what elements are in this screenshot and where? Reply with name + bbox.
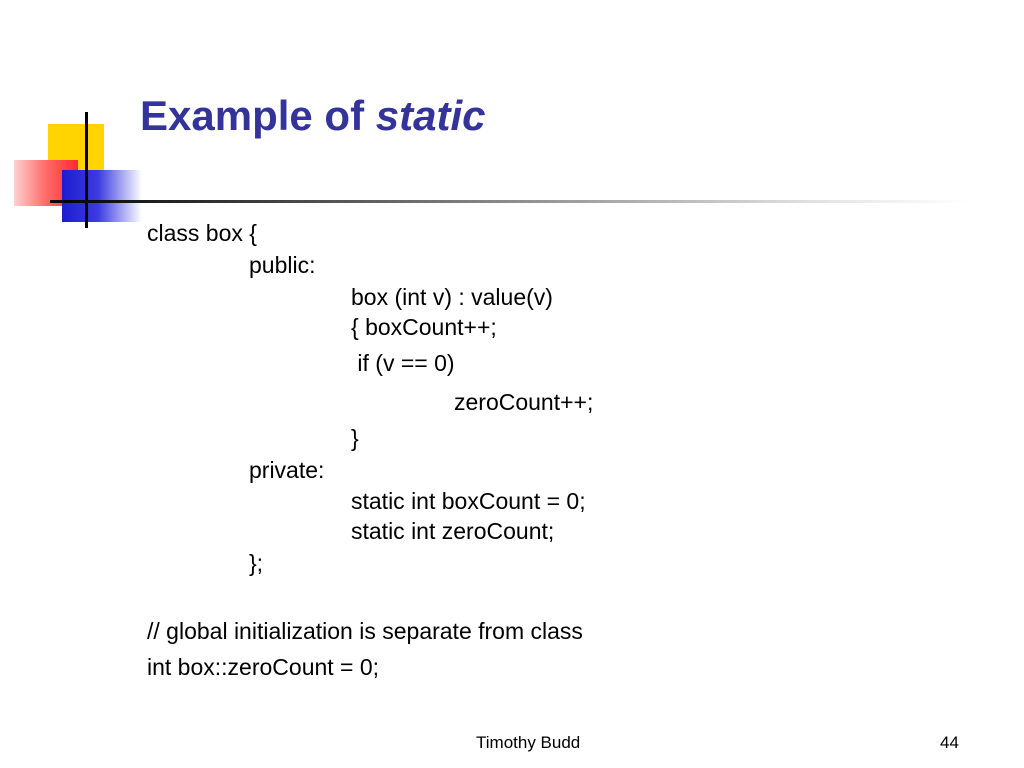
title-underline — [50, 200, 970, 203]
code-line: zeroCount++; — [454, 389, 594, 415]
code-line: if (v == 0) — [351, 350, 455, 376]
decoration-vertical-line — [85, 112, 88, 228]
code-line: int box::zeroCount = 0; — [147, 654, 380, 680]
code-line: box (int v) : value(v) — [351, 284, 553, 310]
title-emphasis: static — [375, 92, 486, 139]
code-line: // global initialization is separate from class — [147, 618, 583, 644]
code-line: static int boxCount = 0; — [351, 488, 586, 514]
code-line: }; — [249, 550, 264, 576]
code-line: } — [351, 425, 359, 451]
slide-decoration — [0, 0, 150, 240]
code-line: public: — [249, 252, 316, 278]
code-line: static int zeroCount; — [351, 518, 555, 544]
title-prefix: Example of — [140, 92, 376, 139]
footer-author: Timothy Budd — [476, 733, 581, 752]
code-line: { boxCount++; — [351, 314, 497, 340]
code-line: class box { — [147, 220, 257, 246]
page-number: 44 — [940, 733, 959, 752]
code-line: private: — [249, 457, 325, 483]
slide-title — [140, 92, 485, 140]
blue-square — [62, 170, 142, 222]
